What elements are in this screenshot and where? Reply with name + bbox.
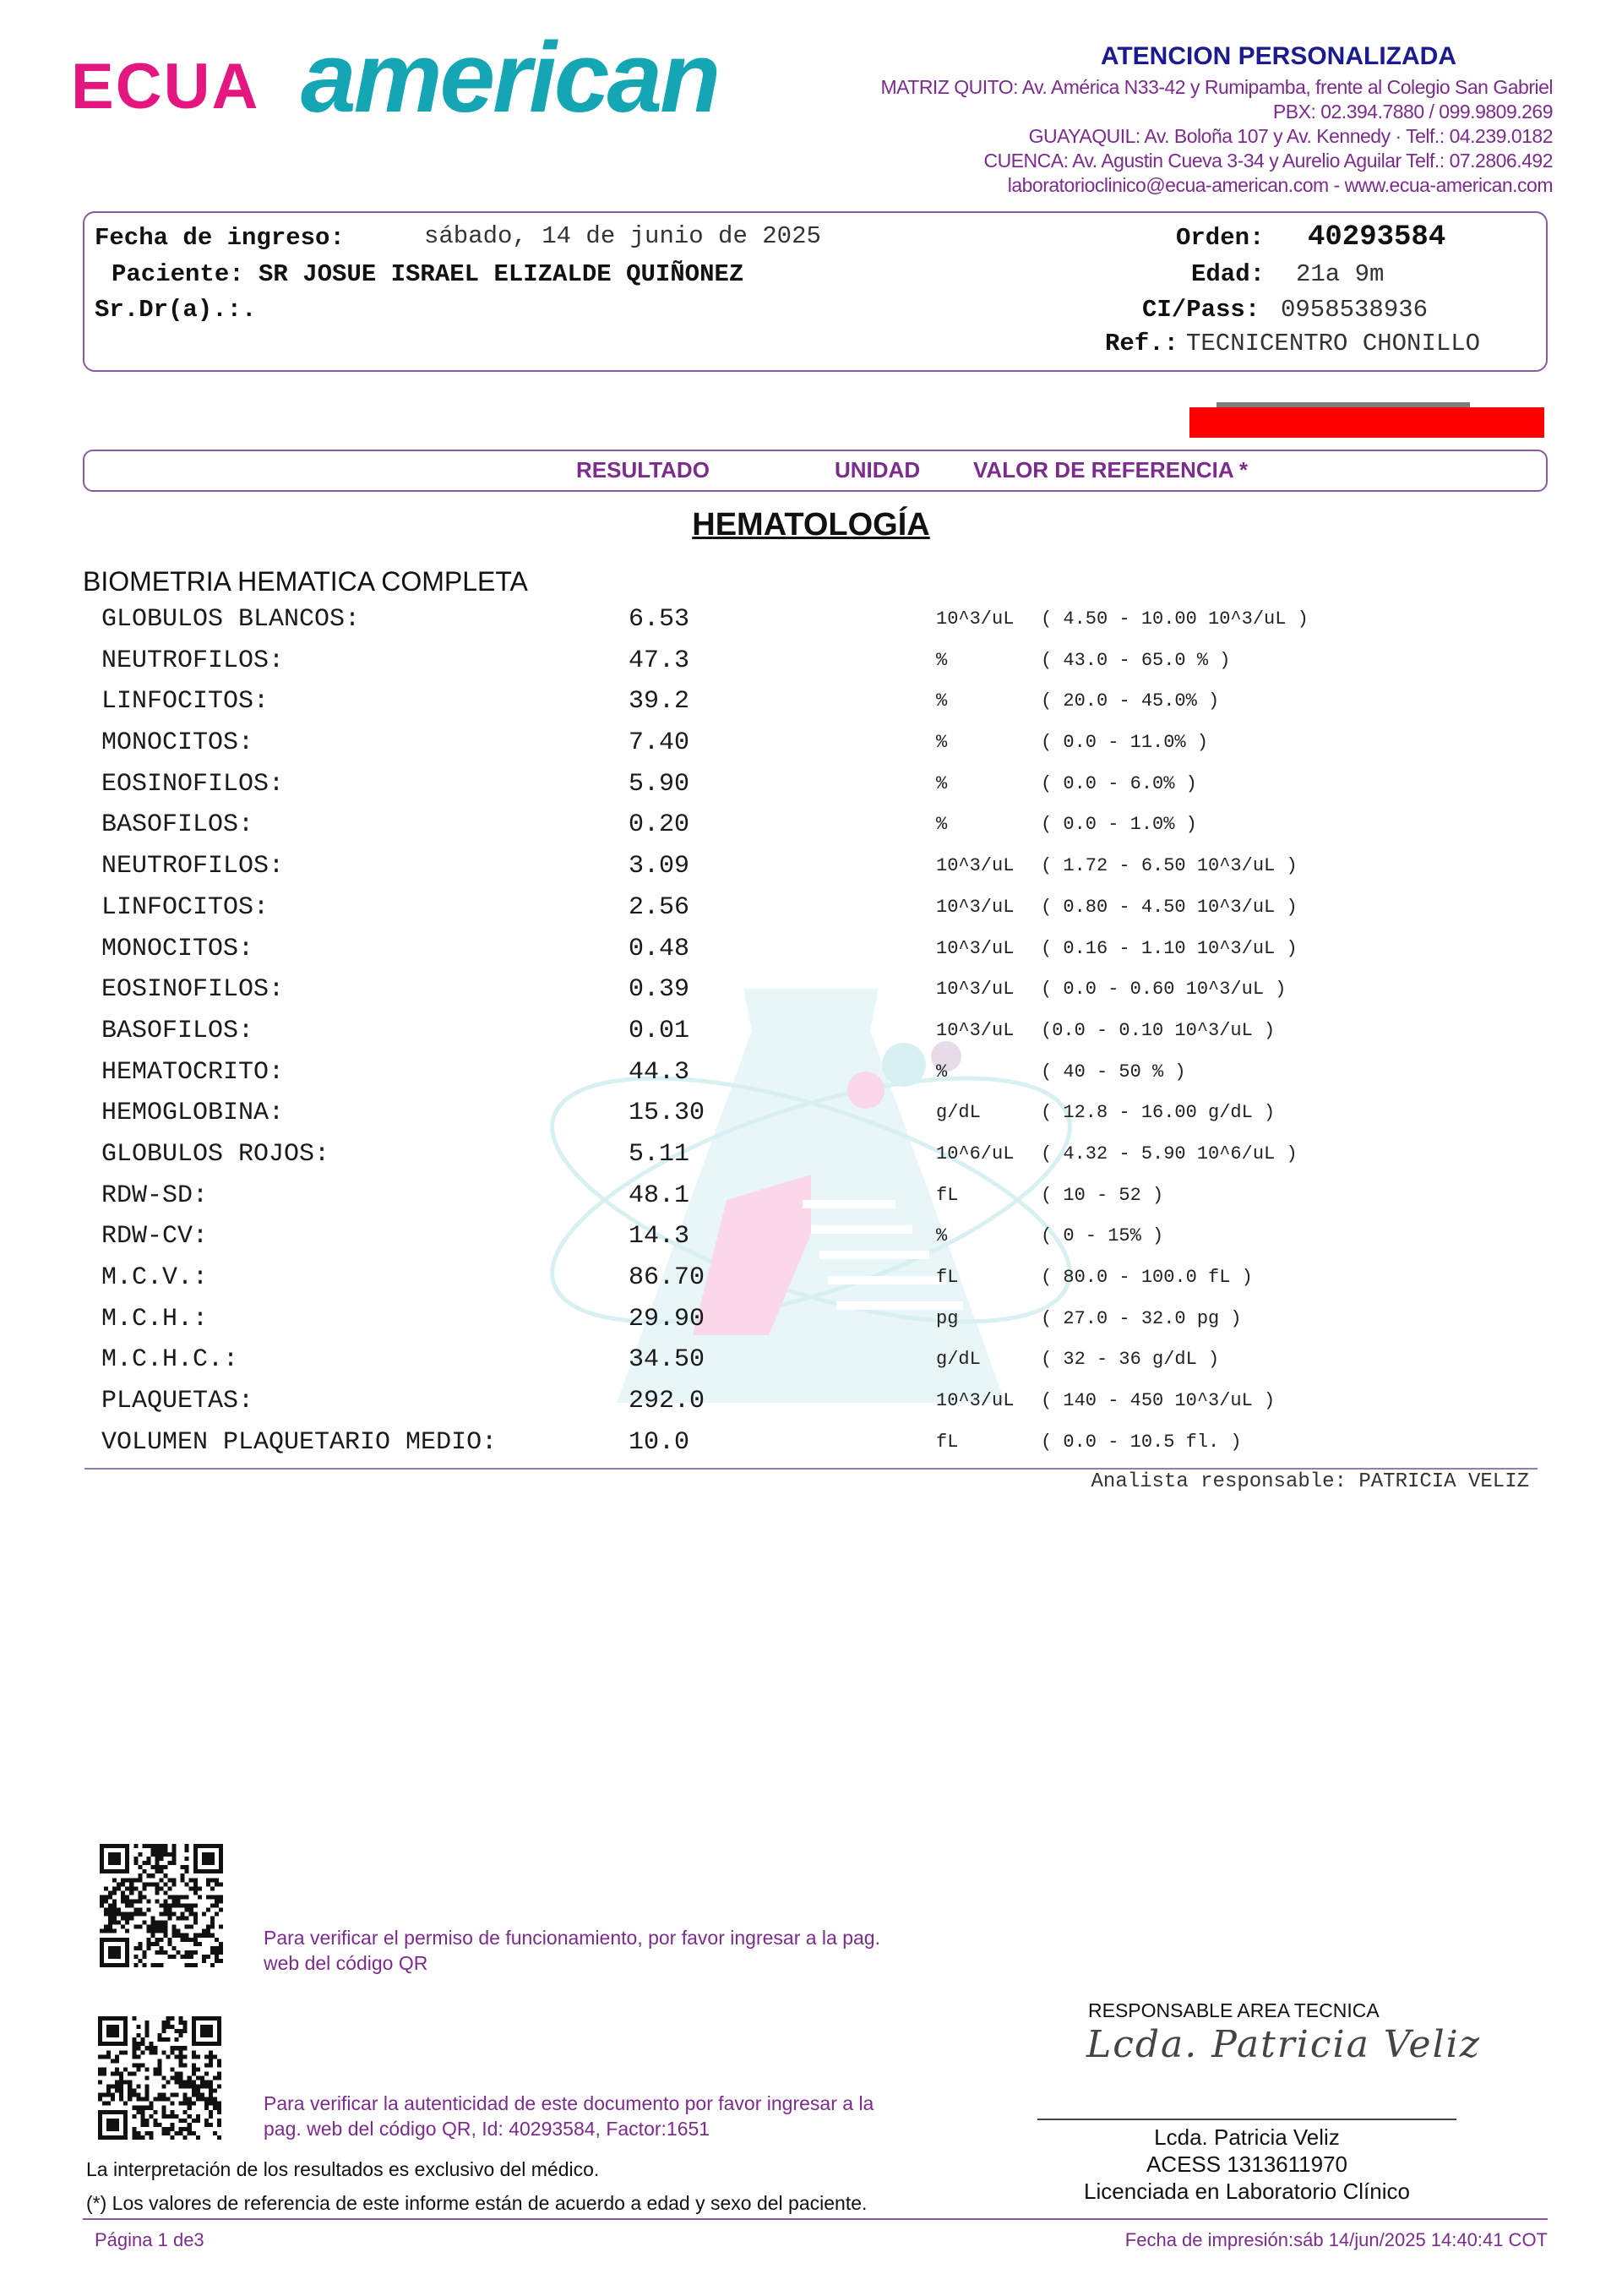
test-result: 10.0 bbox=[629, 1427, 690, 1457]
result-row bbox=[0, 1257, 1622, 1299]
test-result: 292.0 bbox=[629, 1387, 705, 1416]
test-result: 5.11 bbox=[629, 1139, 690, 1169]
test-name: GLOBULOS BLANCOS: bbox=[101, 605, 361, 634]
test-reference-range: ( 4.50 - 10.00 10^3/uL ) bbox=[1041, 608, 1309, 630]
test-reference-range: ( 1.72 - 6.50 10^3/uL ) bbox=[1041, 855, 1298, 877]
result-row bbox=[0, 1216, 1622, 1257]
test-reference-range: ( 0.80 - 4.50 10^3/uL ) bbox=[1041, 896, 1298, 918]
result-row bbox=[0, 681, 1622, 723]
logo-text-american: american bbox=[301, 24, 719, 134]
test-result: 3.09 bbox=[629, 852, 690, 881]
test-unit: % bbox=[936, 1225, 948, 1247]
signer-name: Lcda. Patricia Veliz bbox=[1154, 2124, 1340, 2150]
test-reference-range: ( 12.8 - 16.00 g/dL ) bbox=[1041, 1102, 1276, 1124]
result-row bbox=[0, 1175, 1622, 1217]
footer-divider bbox=[83, 2218, 1548, 2220]
test-name: NEUTROFILOS: bbox=[101, 852, 285, 881]
test-unit: % bbox=[936, 649, 948, 671]
section-title: HEMATOLOGÍA bbox=[692, 507, 930, 543]
test-name: GLOBULOS ROJOS: bbox=[101, 1139, 330, 1169]
test-result: 86.70 bbox=[629, 1263, 705, 1292]
analyst-note: Analista responsable: PATRICIA VELIZ bbox=[1091, 1470, 1529, 1493]
qr-code-permit-icon[interactable] bbox=[100, 1844, 223, 1967]
signature-image bbox=[1081, 2010, 1504, 2077]
logo-text-ecua: ECUA bbox=[71, 51, 260, 123]
result-row bbox=[0, 764, 1622, 805]
doctor-label: Sr.Dr(a).:. bbox=[95, 296, 257, 324]
test-result: 44.3 bbox=[629, 1057, 690, 1087]
test-reference-range: ( 0.0 - 10.5 fl. ) bbox=[1041, 1431, 1242, 1453]
column-result-header: RESULTADO bbox=[576, 457, 710, 483]
signer-title: Licenciada en Laboratorio Clínico bbox=[1084, 2179, 1410, 2204]
result-row bbox=[0, 846, 1622, 887]
test-reference-range: ( 43.0 - 65.0 % ) bbox=[1041, 649, 1231, 671]
patient-name: SR JOSUE ISRAEL ELIZALDE QUIÑONEZ bbox=[259, 260, 744, 288]
test-unit: pg bbox=[936, 1307, 959, 1329]
test-unit: fL bbox=[936, 1431, 959, 1453]
test-reference-range: ( 0.0 - 11.0% ) bbox=[1041, 732, 1209, 754]
page-number: Página 1 de3 bbox=[95, 2229, 204, 2250]
id-value: 0958538936 bbox=[1281, 296, 1429, 324]
test-unit: g/dL bbox=[936, 1102, 981, 1124]
test-result: 2.56 bbox=[629, 892, 690, 922]
result-row bbox=[0, 1011, 1622, 1052]
date-label: Fecha de ingreso: bbox=[95, 224, 345, 252]
responsible-area-label: RESPONSABLE AREA TECNICA bbox=[1088, 1999, 1380, 2021]
test-name: M.C.V.: bbox=[101, 1263, 209, 1292]
test-reference-range: ( 0.0 - 1.0% ) bbox=[1041, 814, 1197, 836]
test-name: MONOCITOS: bbox=[101, 728, 254, 758]
age-value: 21a 9m bbox=[1296, 260, 1385, 288]
test-unit: 10^3/uL bbox=[936, 1019, 1015, 1041]
test-reference-range: ( 80.0 - 100.0 fL ) bbox=[1041, 1267, 1253, 1288]
test-reference-range: ( 27.0 - 32.0 pg ) bbox=[1041, 1307, 1242, 1329]
test-name: EOSINOFILOS: bbox=[101, 975, 285, 1005]
test-unit: 10^3/uL bbox=[936, 608, 1015, 630]
column-header-box bbox=[83, 450, 1548, 492]
test-reference-range: ( 140 - 450 10^3/uL ) bbox=[1041, 1390, 1276, 1412]
test-reference-range: ( 0.16 - 1.10 10^3/uL ) bbox=[1041, 937, 1298, 959]
test-reference-range: ( 0 - 15% ) bbox=[1041, 1225, 1164, 1247]
ref-value: TECNICENTRO CHONILLO bbox=[1186, 330, 1481, 357]
test-name: BASOFILOS: bbox=[101, 810, 254, 840]
test-name: NEUTROFILOS: bbox=[101, 646, 285, 675]
address-line-pbx: PBX: 02.394.7880 / 099.9809.269 bbox=[1272, 101, 1553, 123]
test-result: 15.30 bbox=[629, 1099, 705, 1128]
test-name: M.C.H.C.: bbox=[101, 1345, 239, 1375]
qr-permit-note: Para verificar el permiso de funcionamiento, por favor ingresar a la pag. web del código QR bbox=[264, 1927, 880, 1974]
test-unit: fL bbox=[936, 1184, 959, 1206]
test-unit: 10^3/uL bbox=[936, 855, 1015, 877]
result-row bbox=[0, 1134, 1622, 1175]
result-row bbox=[0, 1339, 1622, 1381]
test-result: 29.90 bbox=[629, 1304, 705, 1333]
signature-line bbox=[1037, 2119, 1456, 2120]
result-row bbox=[0, 1052, 1622, 1093]
qr-code-authenticity-icon[interactable] bbox=[98, 2016, 221, 2140]
qr-authenticity-note: Para verificar la autenticidad de este documento por favor ingresar a la pag. web del código QR, Id: 40293584, Factor:1651 bbox=[264, 2092, 874, 2140]
test-unit: % bbox=[936, 772, 948, 794]
test-reference-range: (0.0 - 0.10 10^3/uL ) bbox=[1041, 1019, 1276, 1041]
disclaimer-interpretation: La interpretación de los resultados es exclusivo del médico. bbox=[86, 2158, 600, 2180]
address-line-contact: laboratorioclinico@ecua-american.com - www.ecua-american.com bbox=[1007, 174, 1553, 196]
age-label: Edad: bbox=[1191, 260, 1265, 288]
test-result: 48.1 bbox=[629, 1181, 690, 1210]
test-result: 47.3 bbox=[629, 646, 690, 675]
signer-acess: ACESS 1313611970 bbox=[1146, 2151, 1348, 2177]
test-result: 0.01 bbox=[629, 1016, 690, 1045]
id-label: CI/Pass: bbox=[1142, 296, 1260, 324]
results-table bbox=[0, 599, 1622, 1463]
result-row bbox=[0, 887, 1622, 929]
test-name: RDW-SD: bbox=[101, 1181, 209, 1210]
column-reference-header: VALOR DE REFERENCIA * bbox=[973, 457, 1249, 483]
result-row bbox=[0, 641, 1622, 682]
column-unit-header: UNIDAD bbox=[835, 457, 921, 483]
test-unit: 10^3/uL bbox=[936, 937, 1015, 959]
test-result: 0.39 bbox=[629, 975, 690, 1005]
test-reference-range: ( 0.0 - 6.0% ) bbox=[1041, 772, 1197, 794]
test-name: MONOCITOS: bbox=[101, 934, 254, 963]
disclaimer-reference-values: (*) Los valores de referencia de este informe están de acuerdo a edad y sexo del paciente. bbox=[86, 2192, 868, 2214]
test-name: LINFOCITOS: bbox=[101, 892, 269, 922]
result-row bbox=[0, 804, 1622, 846]
result-row bbox=[0, 1093, 1622, 1134]
result-row bbox=[0, 929, 1622, 970]
test-result: 14.3 bbox=[629, 1222, 690, 1252]
test-name: EOSINOFILOS: bbox=[101, 769, 285, 799]
test-unit: % bbox=[936, 1061, 948, 1083]
test-unit: % bbox=[936, 814, 948, 836]
test-unit: % bbox=[936, 690, 948, 712]
date-value: sábado, 14 de junio de 2025 bbox=[424, 222, 821, 250]
header-title: ATENCION PERSONALIZADA bbox=[1100, 42, 1456, 70]
test-name: PLAQUETAS: bbox=[101, 1387, 254, 1416]
order-label: Orden: bbox=[1176, 224, 1265, 252]
patient-label: Paciente: bbox=[112, 260, 244, 288]
test-reference-range: ( 32 - 36 g/dL ) bbox=[1041, 1349, 1220, 1371]
test-reference-range: ( 0.0 - 0.60 10^3/uL ) bbox=[1041, 979, 1287, 1001]
test-reference-range: ( 4.32 - 5.90 10^6/uL ) bbox=[1041, 1143, 1298, 1164]
redaction-residue bbox=[1216, 399, 1470, 407]
svg-text:Lcda. Patricia Veliz: Lcda. Patricia Veliz bbox=[1086, 2023, 1481, 2066]
test-name: M.C.H.: bbox=[101, 1304, 209, 1333]
result-row bbox=[0, 723, 1622, 764]
test-unit: 10^6/uL bbox=[936, 1143, 1015, 1164]
test-unit: % bbox=[936, 732, 948, 754]
test-reference-range: ( 10 - 52 ) bbox=[1041, 1184, 1164, 1206]
test-result: 34.50 bbox=[629, 1345, 705, 1375]
test-name: RDW-CV: bbox=[101, 1222, 209, 1252]
test-name: LINFOCITOS: bbox=[101, 687, 269, 717]
test-result: 0.48 bbox=[629, 934, 690, 963]
ref-label: Ref.: bbox=[1105, 330, 1179, 357]
test-unit: g/dL bbox=[936, 1349, 981, 1371]
test-name: BASOFILOS: bbox=[101, 1016, 254, 1045]
results-divider bbox=[84, 1468, 1538, 1470]
test-unit: 10^3/uL bbox=[936, 1390, 1015, 1412]
address-line-guayaquil: GUAYAQUIL: Av. Boloña 107 y Av. Kennedy · Telf.: 04.239.0182 bbox=[1028, 125, 1553, 147]
address-line-cuenca: CUENCA: Av. Agustin Cueva 3-34 y Aurelio Aguilar Telf.: 07.2806.492 bbox=[983, 150, 1553, 172]
test-unit: fL bbox=[936, 1267, 959, 1288]
test-result: 6.53 bbox=[629, 605, 690, 634]
result-row bbox=[0, 1381, 1622, 1422]
test-result: 5.90 bbox=[629, 769, 690, 799]
test-result: 0.20 bbox=[629, 810, 690, 840]
print-date: Fecha de impresión:sáb 14/jun/2025 14:40:41 COT bbox=[1124, 2229, 1548, 2250]
test-name: HEMATOCRITO: bbox=[101, 1057, 285, 1087]
result-row bbox=[0, 599, 1622, 641]
address-line-quito: MATRIZ QUITO: Av. América N33-42 y Rumipamba, frente al Colegio San Gabriel bbox=[880, 76, 1553, 98]
test-result: 7.40 bbox=[629, 728, 690, 758]
redaction-bar bbox=[1189, 407, 1544, 438]
result-row bbox=[0, 969, 1622, 1011]
test-result: 39.2 bbox=[629, 687, 690, 717]
test-unit: 10^3/uL bbox=[936, 896, 1015, 918]
ecuaamerican-logo bbox=[71, 24, 814, 134]
test-name: HEMOGLOBINA: bbox=[101, 1099, 285, 1128]
order-number: 40293584 bbox=[1308, 221, 1446, 254]
test-reference-range: ( 40 - 50 % ) bbox=[1041, 1061, 1186, 1083]
result-row bbox=[0, 1422, 1622, 1464]
subsection-title: BIOMETRIA HEMATICA COMPLETA bbox=[83, 566, 528, 597]
test-reference-range: ( 20.0 - 45.0% ) bbox=[1041, 690, 1220, 712]
result-row bbox=[0, 1299, 1622, 1340]
test-unit: 10^3/uL bbox=[936, 979, 1015, 1001]
test-name: VOLUMEN PLAQUETARIO MEDIO: bbox=[101, 1427, 498, 1457]
